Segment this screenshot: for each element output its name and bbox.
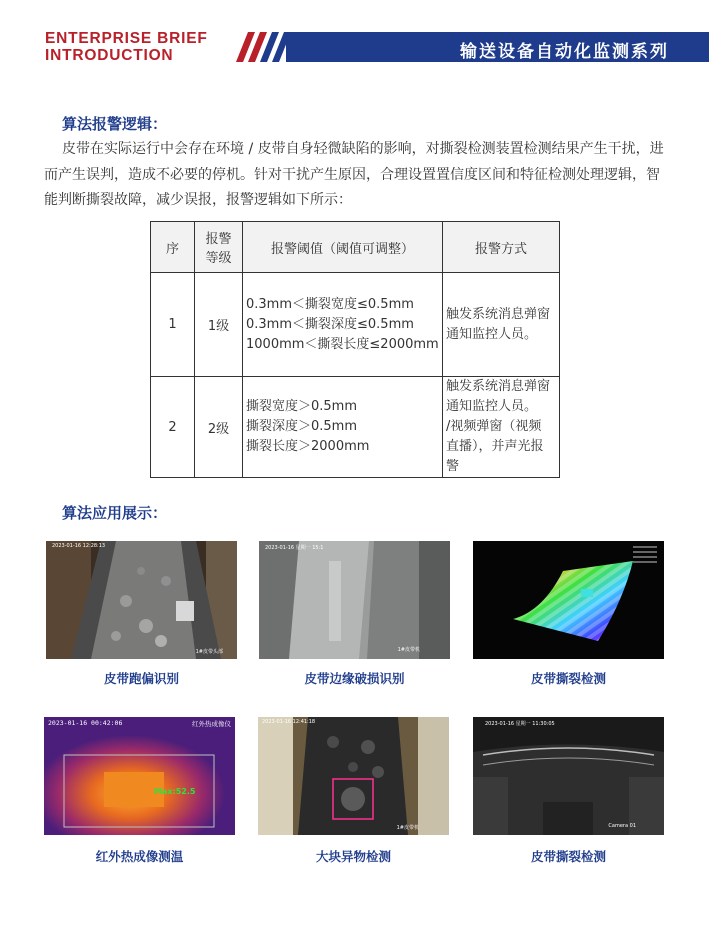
- image-timestamp: 2023-01-16 星期一 11:30:05: [485, 721, 555, 727]
- foreign-object-image: [258, 717, 449, 835]
- brand-line-1: ENTERPRISE BRIEF: [45, 30, 208, 47]
- header-banner: [286, 32, 709, 62]
- image-timestamp: 2023-01-16 12:28:13: [52, 543, 106, 549]
- caption-belt-tear-1: 皮带撕裂检测: [530, 671, 606, 686]
- image-camera-label: 1#皮带头部: [195, 649, 223, 655]
- belt-tear-3d-image: [473, 541, 664, 659]
- brand-text: [45, 30, 208, 64]
- table-header-row: [151, 222, 560, 273]
- header-threshold: 报警阈值（阈值可调整）: [243, 222, 443, 273]
- belt-tear-camera-image: [473, 717, 664, 835]
- image-camera-label: 红外热成像仪: [192, 720, 231, 728]
- caption-belt-deviation: 皮带跑偏识别: [103, 671, 179, 686]
- belt-edge-damage-image: [259, 541, 450, 659]
- alarm-table: [150, 221, 560, 478]
- alarm-logic-heading: 算法报警逻辑：: [62, 115, 168, 133]
- caption-foreign-object: 大块异物检测: [315, 849, 391, 864]
- alarm-logic-paragraph: 皮带在实际运行中会存在环境 / 皮带自身轻微缺陷的影响，对撕裂检测装置检测结果产生干扰，进而产生误判，造成不必要的停机。针对干扰产生原因，合理设置置信度区间和特征检测处理逻辑，智能判断撕裂故障，减少误报，报警逻辑如下所示：: [44, 141, 664, 208]
- row-level: 1级: [195, 273, 243, 377]
- caption-infrared-thermal: 红外热成像测温: [95, 849, 184, 864]
- row-method: 触发系统消息弹窗 通知监控人员。 /视频弹窗（视频 直播），并声光报 警: [443, 377, 560, 478]
- temperature-reading: Max:52.5: [154, 787, 196, 796]
- caption-belt-tear-2: 皮带撕裂检测: [530, 849, 606, 864]
- header-level: 报警 等级: [195, 222, 243, 273]
- row-level: 2级: [195, 377, 243, 478]
- infrared-thermal-image: [44, 717, 235, 835]
- row-method: 触发系统消息弹窗 通知监控人员。: [443, 273, 560, 377]
- image-timestamp: 2023-01-16 星期一 15:1: [265, 545, 324, 551]
- image-timestamp: 2023-01-16 00:42:06: [48, 719, 123, 727]
- brand-line-2: INTRODUCTION: [45, 47, 174, 64]
- belt-deviation-image: [46, 541, 237, 659]
- table-row: [151, 273, 560, 377]
- header-method: 报警方式: [443, 222, 560, 273]
- caption-belt-edge-damage: 皮带边缘破损识别: [304, 671, 405, 686]
- row-seq: 2: [151, 377, 195, 478]
- image-timestamp: 2023-01-16 12:41:18: [262, 719, 316, 725]
- row-seq: 1: [151, 273, 195, 377]
- row-thresholds: 撕裂宽度＞0.5mm 撕裂深度＞0.5mm 撕裂长度＞2000mm: [243, 377, 443, 478]
- image-camera-label: 1#皮带机: [396, 825, 419, 831]
- header-seq: 序: [151, 222, 195, 273]
- table-row: [151, 377, 560, 478]
- series-title: 输送设备自动化监测系列: [460, 42, 669, 62]
- row-thresholds: 0.3mm＜撕裂宽度≤0.5mm 0.3mm＜撕裂深度≤0.5mm 1000mm＜撕裂长度≤2000mm: [243, 273, 443, 377]
- image-camera-label: 1#皮带机: [397, 647, 420, 653]
- demo-heading: 算法应用展示：: [62, 504, 168, 522]
- image-camera-label: Camera 01: [608, 823, 636, 829]
